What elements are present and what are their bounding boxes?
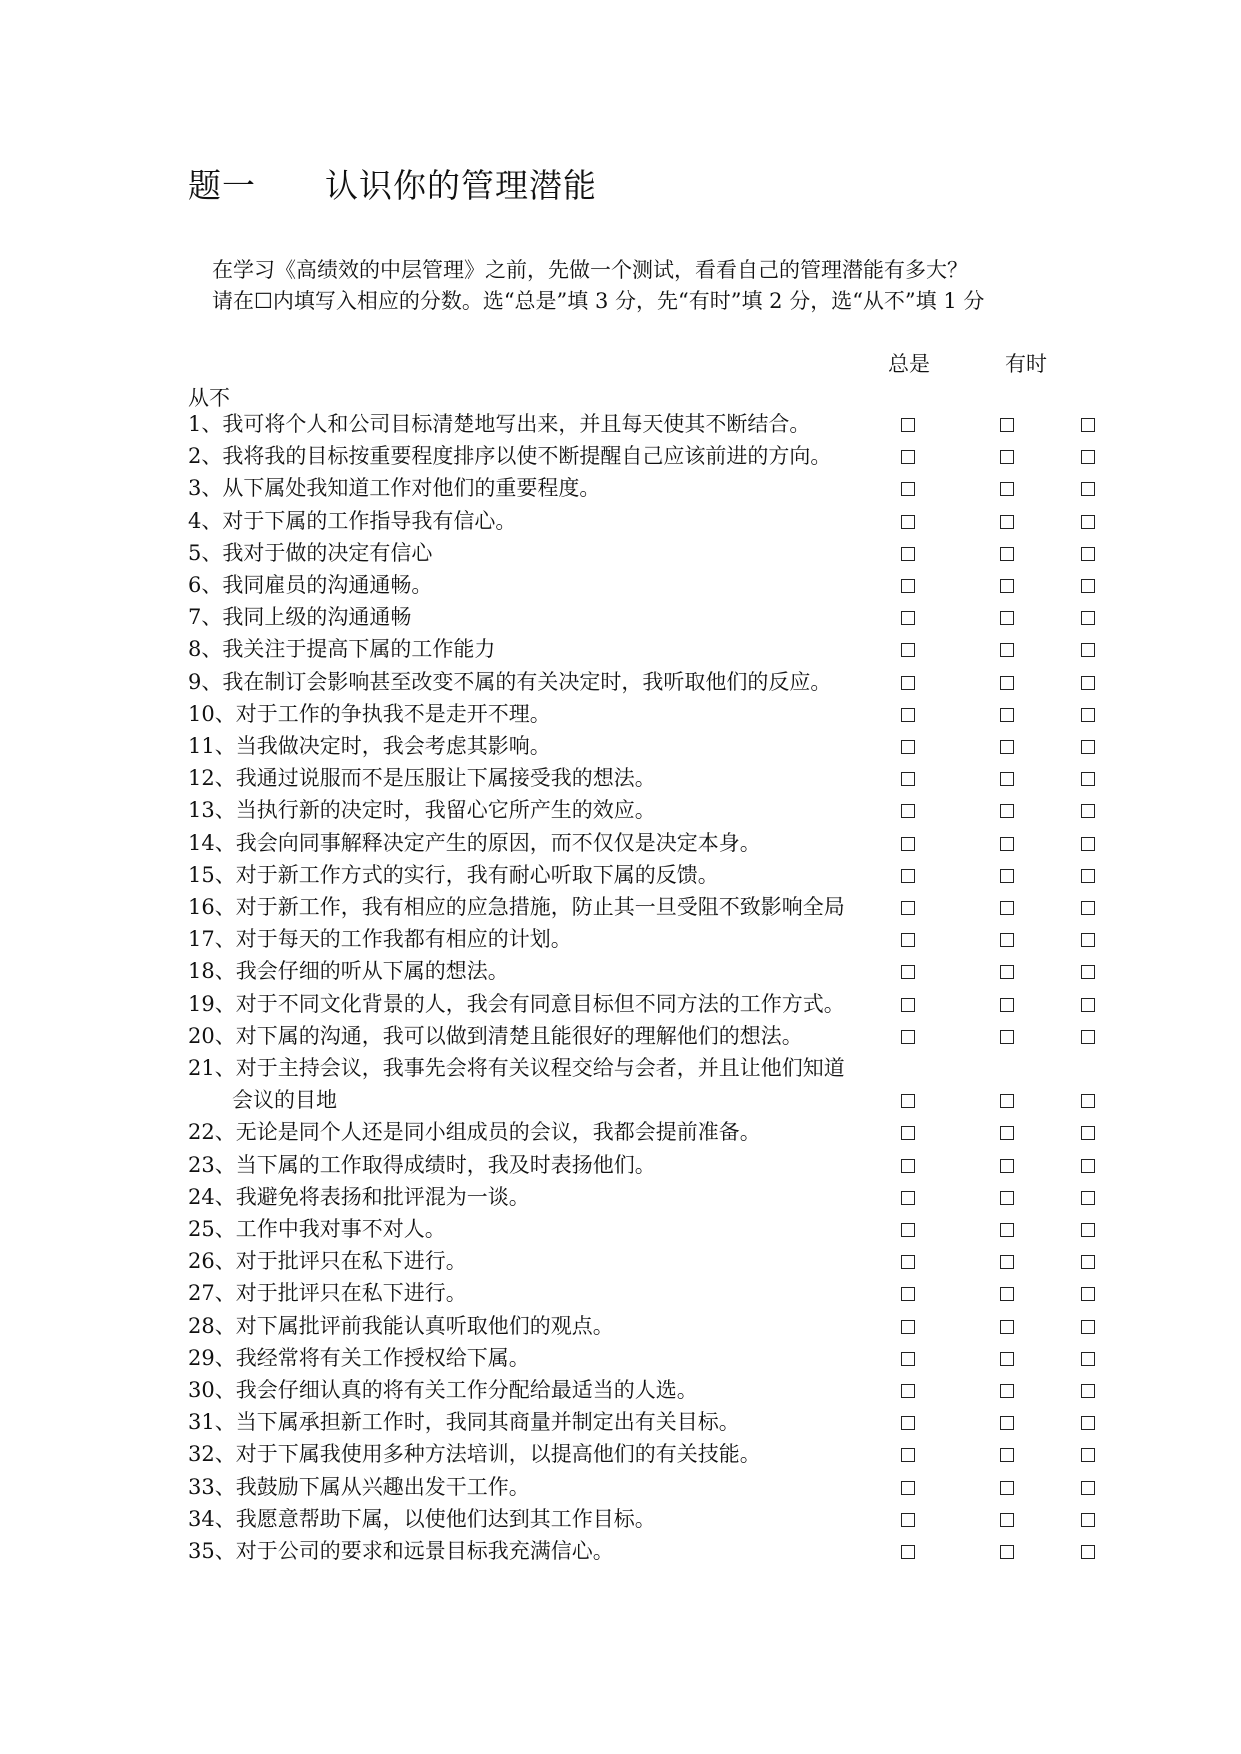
checkbox-always[interactable] (901, 998, 915, 1012)
checkbox-never[interactable] (1081, 1384, 1095, 1398)
question-text: 27、对于批评只在私下进行。 (188, 1281, 467, 1306)
checkbox-always[interactable] (901, 708, 915, 722)
question-text: 8、我关注于提高下属的工作能力 (188, 637, 496, 662)
checkbox-never[interactable] (1081, 643, 1095, 657)
question-row (0, 602, 1241, 634)
question-row (0, 828, 1241, 860)
question-row (0, 763, 1241, 795)
question-row (0, 892, 1241, 924)
checkbox-never[interactable] (1081, 1320, 1095, 1334)
checkbox-never[interactable] (1081, 676, 1095, 690)
checkbox-sometimes[interactable] (1000, 1384, 1014, 1398)
column-header-always: 总是 (888, 352, 930, 376)
checkbox-sometimes[interactable] (1000, 837, 1014, 851)
checkbox-sometimes[interactable] (1000, 1030, 1014, 1044)
question-row (0, 1278, 1241, 1310)
checkbox-sometimes[interactable] (1000, 1255, 1014, 1269)
question-row (0, 538, 1241, 570)
checkbox-sometimes[interactable] (1000, 1159, 1014, 1173)
question-text: 12、我通过说服而不是压服让下属接受我的想法。 (188, 766, 656, 791)
question-text: 16、对于新工作，我有相应的应急措施，防止其一旦受阻不致影响全局 (188, 895, 845, 919)
checkbox-never[interactable] (1081, 1030, 1095, 1044)
question-row (0, 634, 1241, 666)
checkbox-always[interactable] (901, 676, 915, 690)
question-row (0, 1053, 1241, 1085)
question-row (0, 1375, 1241, 1407)
question-text: 4、对于下属的工作指导我有信心。 (188, 508, 517, 533)
checkbox-always[interactable] (901, 450, 915, 464)
checkbox-always[interactable] (901, 1545, 915, 1559)
checkbox-always[interactable] (901, 1287, 915, 1301)
checkbox-always[interactable] (901, 772, 915, 786)
checkbox-never[interactable] (1081, 1448, 1095, 1462)
checkbox-never[interactable] (1081, 1287, 1095, 1301)
question-row (0, 1343, 1241, 1375)
checkbox-never[interactable] (1081, 579, 1095, 593)
checkbox-never[interactable] (1081, 1352, 1095, 1366)
checkbox-sometimes[interactable] (1000, 869, 1014, 883)
question-row (0, 1311, 1241, 1343)
checkbox-always[interactable] (901, 1448, 915, 1462)
checkbox-sometimes[interactable] (1000, 418, 1014, 432)
question-row (0, 667, 1241, 699)
checkbox-always[interactable] (901, 515, 915, 529)
checkbox-never[interactable] (1081, 1126, 1095, 1140)
checkbox-always[interactable] (901, 1191, 915, 1205)
checkbox-always[interactable] (901, 1481, 915, 1495)
checkbox-sometimes[interactable] (1000, 998, 1014, 1012)
checkbox-sometimes[interactable] (1000, 740, 1014, 754)
checkbox-always[interactable] (901, 1384, 915, 1398)
question-row (0, 795, 1241, 827)
question-row-continuation (0, 1085, 1241, 1117)
question-text: 1、我可将个人和公司目标清楚地写出来，并且每天使其不断结合。 (188, 412, 811, 436)
checkbox-always[interactable] (901, 901, 915, 915)
question-text: 33、我鼓励下属从兴趣出发干工作。 (188, 1474, 530, 1499)
checkbox-never[interactable] (1081, 1513, 1095, 1527)
checkbox-always[interactable] (901, 1223, 915, 1237)
question-text: 2、我将我的目标按重要程度排序以使不断提醒自己应该前进的方向。 (188, 444, 832, 469)
checkbox-sometimes[interactable] (1000, 1448, 1014, 1462)
checkbox-sometimes[interactable] (1000, 804, 1014, 818)
checkbox-never[interactable] (1081, 418, 1095, 432)
checkbox-always[interactable] (901, 869, 915, 883)
question-text: 25、工作中我对事不对人。 (188, 1217, 446, 1241)
checkbox-never[interactable] (1081, 837, 1095, 851)
question-row (0, 570, 1241, 602)
checkbox-never[interactable] (1081, 901, 1095, 915)
question-row (0, 1536, 1241, 1568)
question-text: 3、从下属处我知道工作对他们的重要程度。 (188, 476, 601, 501)
question-text: 14、我会向同事解释决定产生的原因，而不仅仅是决定本身。 (188, 830, 761, 855)
checkbox-sometimes[interactable] (1000, 1545, 1014, 1559)
question-row (0, 1472, 1241, 1504)
question-text: 19、对于不同文化背景的人，我会有同意目标但不同方法的工作方式。 (188, 991, 845, 1016)
checkbox-sometimes[interactable] (1000, 547, 1014, 561)
checkbox-never[interactable] (1081, 450, 1095, 464)
question-text: 11、当我做决定时，我会考虑其影响。 (188, 734, 551, 758)
question-row (0, 924, 1241, 956)
checkbox-sometimes[interactable] (1000, 1352, 1014, 1366)
question-row (0, 409, 1241, 441)
question-text: 21、对于主持会议，我事先会将有关议程交给与会者，并且让他们知道 (188, 1056, 845, 1080)
question-row (0, 989, 1241, 1021)
question-row (0, 1021, 1241, 1053)
checkbox-never[interactable] (1081, 482, 1095, 496)
checkbox-always[interactable] (901, 1416, 915, 1430)
intro-line-2: 请在☐内填写入相应的分数。选“总是”填 3 分，先“有时”填 2 分，选“从不”填 1 分 (212, 289, 985, 313)
question-text: 32、对于下属我使用多种方法培训，以提高他们的有关技能。 (188, 1442, 761, 1467)
checkbox-never[interactable] (1081, 965, 1095, 979)
question-row (0, 1214, 1241, 1246)
checkbox-always[interactable] (901, 579, 915, 593)
checkbox-never[interactable] (1081, 740, 1095, 754)
question-text: 26、对于批评只在私下进行。 (188, 1249, 467, 1274)
question-row (0, 1504, 1241, 1536)
question-row (0, 1150, 1241, 1182)
checkbox-always[interactable] (901, 1255, 915, 1269)
question-text: 9、我在制订会影响甚至改变不属的有关决定时，我听取他们的反应。 (188, 669, 832, 694)
checkbox-always[interactable] (901, 1126, 915, 1140)
column-header-sometimes: 有时 (1005, 352, 1047, 376)
checkbox-always[interactable] (901, 1030, 915, 1044)
checkbox-never[interactable] (1081, 1191, 1095, 1205)
checkbox-always[interactable] (901, 1513, 915, 1527)
checkbox-sometimes[interactable] (1000, 901, 1014, 915)
checkbox-sometimes[interactable] (1000, 676, 1014, 690)
checkbox-sometimes[interactable] (1000, 643, 1014, 657)
question-row (0, 1439, 1241, 1471)
checkbox-sometimes[interactable] (1000, 1094, 1014, 1108)
question-text: 20、对下属的沟通，我可以做到清楚且能很好的理解他们的想法。 (188, 1023, 803, 1048)
question-row (0, 1246, 1241, 1278)
question-row (0, 473, 1241, 505)
checkbox-sometimes[interactable] (1000, 933, 1014, 947)
page-title: 题一 认识你的管理潜能 (188, 166, 597, 205)
question-row (0, 506, 1241, 538)
question-row (0, 1117, 1241, 1149)
checkbox-never[interactable] (1081, 708, 1095, 722)
checkbox-sometimes[interactable] (1000, 1126, 1014, 1140)
question-text: 5、我对于做的决定有信心 (188, 540, 433, 565)
checkbox-never[interactable] (1081, 611, 1095, 625)
checkbox-always[interactable] (901, 482, 915, 496)
question-text: 35、对于公司的要求和远景目标我充满信心。 (188, 1539, 614, 1563)
question-text: 22、无论是同个人还是同小组成员的会议，我都会提前准备。 (188, 1120, 761, 1145)
checkbox-never[interactable] (1081, 1094, 1095, 1108)
checkbox-always[interactable] (901, 418, 915, 432)
question-text: 23、当下属的工作取得成绩时，我及时表扬他们。 (188, 1152, 656, 1177)
checkbox-sometimes[interactable] (1000, 515, 1014, 529)
checkbox-always[interactable] (901, 1159, 915, 1173)
checkbox-never[interactable] (1081, 998, 1095, 1012)
checkbox-never[interactable] (1081, 869, 1095, 883)
question-text: 18、我会仔细的听从下属的想法。 (188, 959, 509, 984)
checkbox-never[interactable] (1081, 1481, 1095, 1495)
checkbox-never[interactable] (1081, 804, 1095, 818)
question-row (0, 1182, 1241, 1214)
question-text: 31、当下属承担新工作时，我同其商量并制定出有关目标。 (188, 1410, 740, 1435)
question-row (0, 860, 1241, 892)
checkbox-sometimes[interactable] (1000, 1513, 1014, 1527)
checkbox-never[interactable] (1081, 515, 1095, 529)
checkbox-sometimes[interactable] (1000, 1191, 1014, 1205)
checkbox-sometimes[interactable] (1000, 772, 1014, 786)
question-text: 15、对于新工作方式的实行，我有耐心听取下属的反馈。 (188, 862, 719, 887)
checkbox-always[interactable] (901, 1320, 915, 1334)
checkbox-never[interactable] (1081, 1223, 1095, 1237)
checkbox-always[interactable] (901, 740, 915, 754)
checkbox-sometimes[interactable] (1000, 611, 1014, 625)
checkbox-sometimes[interactable] (1000, 965, 1014, 979)
question-text: 13、当执行新的决定时，我留心它所产生的效应。 (188, 798, 656, 823)
checkbox-never[interactable] (1081, 933, 1095, 947)
checkbox-sometimes[interactable] (1000, 708, 1014, 722)
checkbox-sometimes[interactable] (1000, 1416, 1014, 1430)
question-text-continuation: 会议的目地 (232, 1088, 337, 1113)
checkbox-never[interactable] (1081, 772, 1095, 786)
checkbox-sometimes[interactable] (1000, 482, 1014, 496)
question-row (0, 956, 1241, 988)
checkbox-sometimes[interactable] (1000, 1320, 1014, 1334)
checkbox-never[interactable] (1081, 1159, 1095, 1173)
checkbox-always[interactable] (901, 933, 915, 947)
question-text: 34、我愿意帮助下属，以使他们达到其工作目标。 (188, 1506, 656, 1531)
checkbox-never[interactable] (1081, 547, 1095, 561)
question-row (0, 441, 1241, 473)
question-row (0, 1407, 1241, 1439)
question-text: 17、对于每天的工作我都有相应的计划。 (188, 927, 572, 952)
checkbox-sometimes[interactable] (1000, 1223, 1014, 1237)
checkbox-never[interactable] (1081, 1255, 1095, 1269)
question-text: 24、我避免将表扬和批评混为一谈。 (188, 1184, 530, 1209)
question-row (0, 699, 1241, 731)
checkbox-sometimes[interactable] (1000, 450, 1014, 464)
intro-line-1: 在学习《高绩效的中层管理》之前，先做一个测试，看看自己的管理潜能有多大？ (212, 258, 968, 282)
checkbox-always[interactable] (901, 804, 915, 818)
checkbox-never[interactable] (1081, 1416, 1095, 1430)
question-text: 28、对下属批评前我能认真听取他们的观点。 (188, 1313, 614, 1338)
question-text: 6、我同雇员的沟通通畅。 (188, 573, 433, 597)
checkbox-sometimes[interactable] (1000, 579, 1014, 593)
question-text: 10、对于工作的争执我不是走开不理。 (188, 701, 551, 726)
checkbox-sometimes[interactable] (1000, 1287, 1014, 1301)
question-text: 7、我同上级的沟通通畅 (188, 605, 412, 630)
checkbox-always[interactable] (901, 1352, 915, 1366)
checkbox-always[interactable] (901, 643, 915, 657)
question-row (0, 731, 1241, 763)
question-text: 29、我经常将有关工作授权给下属。 (188, 1345, 530, 1370)
checkbox-always[interactable] (901, 547, 915, 561)
question-text: 30、我会仔细认真的将有关工作分配给最适当的人选。 (188, 1378, 698, 1402)
column-header-never: 从不 (188, 386, 230, 410)
checkbox-always[interactable] (901, 1094, 915, 1108)
checkbox-sometimes[interactable] (1000, 1481, 1014, 1495)
checkbox-always[interactable] (901, 837, 915, 851)
checkbox-always[interactable] (901, 611, 915, 625)
checkbox-always[interactable] (901, 965, 915, 979)
checkbox-never[interactable] (1081, 1545, 1095, 1559)
